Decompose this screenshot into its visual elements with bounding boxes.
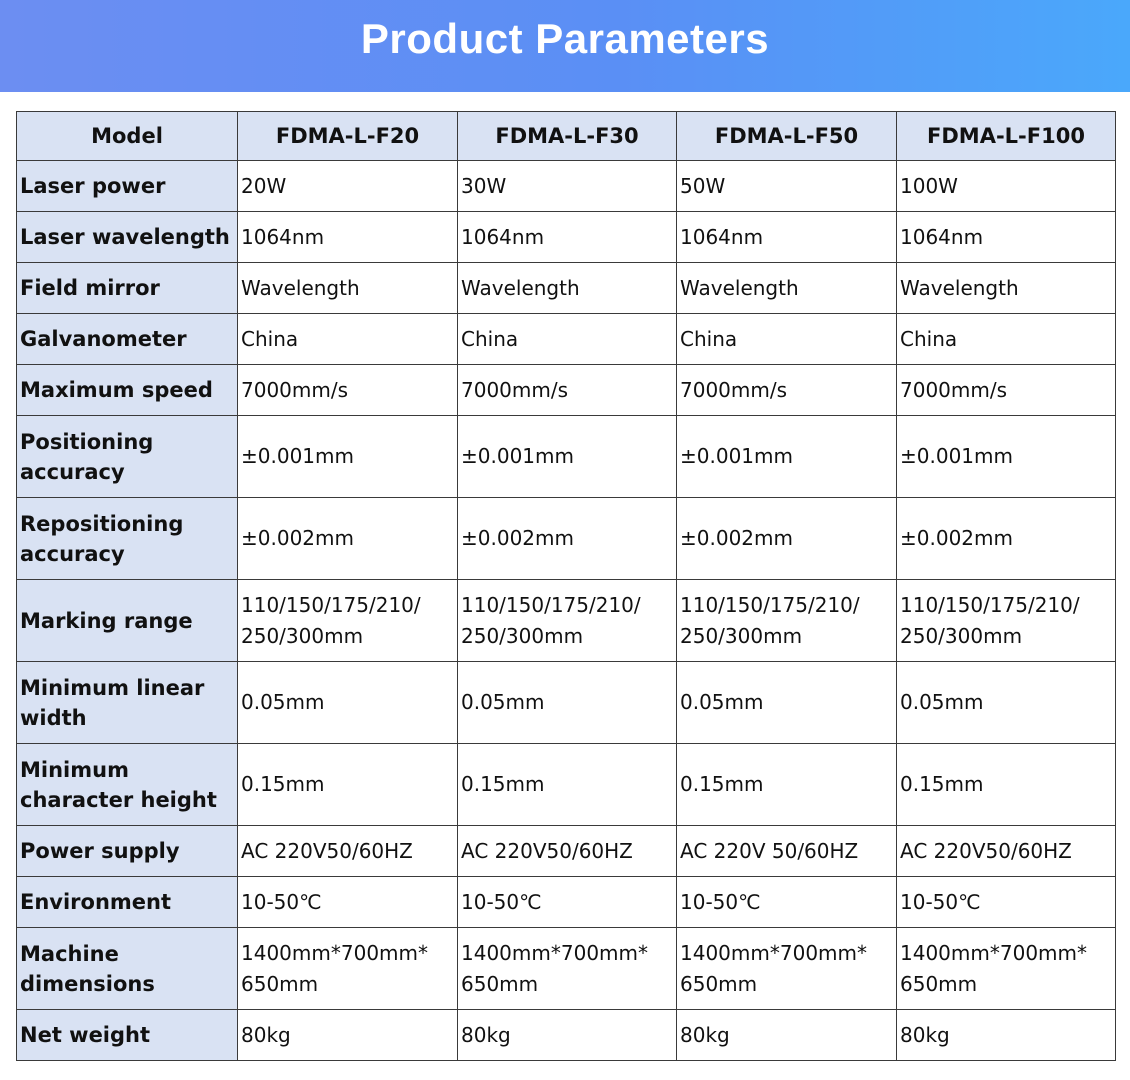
table-cell: China xyxy=(897,314,1116,365)
table-row xyxy=(17,263,1116,314)
table-cell: 1400mm*700mm* 650mm xyxy=(677,928,897,1010)
table-cell: Wavelength xyxy=(458,263,677,314)
row-label: Repositioning accuracy xyxy=(17,498,238,580)
header-cell-model: Model xyxy=(17,112,238,161)
table-cell: AC 220V50/60HZ xyxy=(897,826,1116,877)
table-cell: 1064nm xyxy=(238,212,458,263)
header-cell-f20: FDMA-L-F20 xyxy=(238,112,458,161)
table-cell: China xyxy=(677,314,897,365)
table-cell: 110/150/175/210/ 250/300mm xyxy=(677,580,897,662)
title-banner xyxy=(0,0,1130,92)
table-cell: 7000mm/s xyxy=(897,365,1116,416)
table-row xyxy=(17,365,1116,416)
table-row xyxy=(17,928,1116,1010)
row-label: Marking range xyxy=(17,580,238,662)
table-cell: ±0.002mm xyxy=(677,498,897,580)
table-cell: 80kg xyxy=(458,1010,677,1061)
parameters-table xyxy=(16,111,1116,1061)
table-cell: ±0.001mm xyxy=(458,416,677,498)
table-row xyxy=(17,212,1116,263)
table-cell: 110/150/175/210/ 250/300mm xyxy=(458,580,677,662)
table-cell: 1064nm xyxy=(897,212,1116,263)
table-cell: 110/150/175/210/ 250/300mm xyxy=(238,580,458,662)
table-cell: 7000mm/s xyxy=(238,365,458,416)
table-cell: 1064nm xyxy=(677,212,897,263)
table-row xyxy=(17,416,1116,498)
table-cell: 100W xyxy=(897,161,1116,212)
table-row xyxy=(17,161,1116,212)
table-cell: 10-50℃ xyxy=(897,877,1116,928)
header-cell-f50: FDMA-L-F50 xyxy=(677,112,897,161)
row-label: Maximum speed xyxy=(17,365,238,416)
row-label: Field mirror xyxy=(17,263,238,314)
table-cell: 0.05mm xyxy=(458,662,677,744)
header-row xyxy=(17,112,1116,161)
table-cell: 1400mm*700mm* 650mm xyxy=(897,928,1116,1010)
table-cell: ±0.002mm xyxy=(458,498,677,580)
table-cell: 110/150/175/210/ 250/300mm xyxy=(897,580,1116,662)
table-cell: 0.15mm xyxy=(897,744,1116,826)
row-label: Environment xyxy=(17,877,238,928)
table-cell: 0.05mm xyxy=(677,662,897,744)
table-cell: 7000mm/s xyxy=(677,365,897,416)
table-cell: China xyxy=(458,314,677,365)
row-label: Galvanometer xyxy=(17,314,238,365)
table-cell: 0.05mm xyxy=(897,662,1116,744)
table-cell: 10-50℃ xyxy=(458,877,677,928)
table-cell: ±0.001mm xyxy=(238,416,458,498)
table-row xyxy=(17,877,1116,928)
table-cell: Wavelength xyxy=(897,263,1116,314)
table-cell: AC 220V 50/60HZ xyxy=(677,826,897,877)
table-cell: 0.15mm xyxy=(238,744,458,826)
table-cell: ±0.001mm xyxy=(677,416,897,498)
table-cell: 1400mm*700mm* 650mm xyxy=(238,928,458,1010)
table-cell: 50W xyxy=(677,161,897,212)
page-title: Product Parameters xyxy=(360,15,770,62)
table-cell: 0.05mm xyxy=(238,662,458,744)
table-cell: AC 220V50/60HZ xyxy=(458,826,677,877)
table-cell: 30W xyxy=(458,161,677,212)
row-label: Power supply xyxy=(17,826,238,877)
table-cell: AC 220V50/60HZ xyxy=(238,826,458,877)
table-cell: 20W xyxy=(238,161,458,212)
table-row xyxy=(17,744,1116,826)
table-cell: 10-50℃ xyxy=(238,877,458,928)
table-cell: Wavelength xyxy=(677,263,897,314)
row-label: Laser wavelength xyxy=(17,212,238,263)
table-cell: 0.15mm xyxy=(677,744,897,826)
table-cell: ±0.001mm xyxy=(897,416,1116,498)
table-row xyxy=(17,314,1116,365)
table-cell: 80kg xyxy=(238,1010,458,1061)
table-cell: China xyxy=(238,314,458,365)
row-label: Positioning accuracy xyxy=(17,416,238,498)
table-cell: 1400mm*700mm* 650mm xyxy=(458,928,677,1010)
row-label: Laser power xyxy=(17,161,238,212)
table-row xyxy=(17,662,1116,744)
table-cell: 80kg xyxy=(677,1010,897,1061)
row-label: Net weight xyxy=(17,1010,238,1061)
table-cell: 1064nm xyxy=(458,212,677,263)
table-cell: 10-50℃ xyxy=(677,877,897,928)
table-cell: ±0.002mm xyxy=(238,498,458,580)
row-label: Machine dimensions xyxy=(17,928,238,1010)
table-cell: ±0.002mm xyxy=(897,498,1116,580)
table-row xyxy=(17,580,1116,662)
table-cell: 7000mm/s xyxy=(458,365,677,416)
header-cell-f30: FDMA-L-F30 xyxy=(458,112,677,161)
table-row xyxy=(17,498,1116,580)
row-label: Minimum character height xyxy=(17,744,238,826)
row-label: Minimum linear width xyxy=(17,662,238,744)
table-cell: 0.15mm xyxy=(458,744,677,826)
table-row xyxy=(17,826,1116,877)
header-cell-f100: FDMA-L-F100 xyxy=(897,112,1116,161)
table-cell: 80kg xyxy=(897,1010,1116,1061)
table-row xyxy=(17,1010,1116,1061)
table-cell: Wavelength xyxy=(238,263,458,314)
